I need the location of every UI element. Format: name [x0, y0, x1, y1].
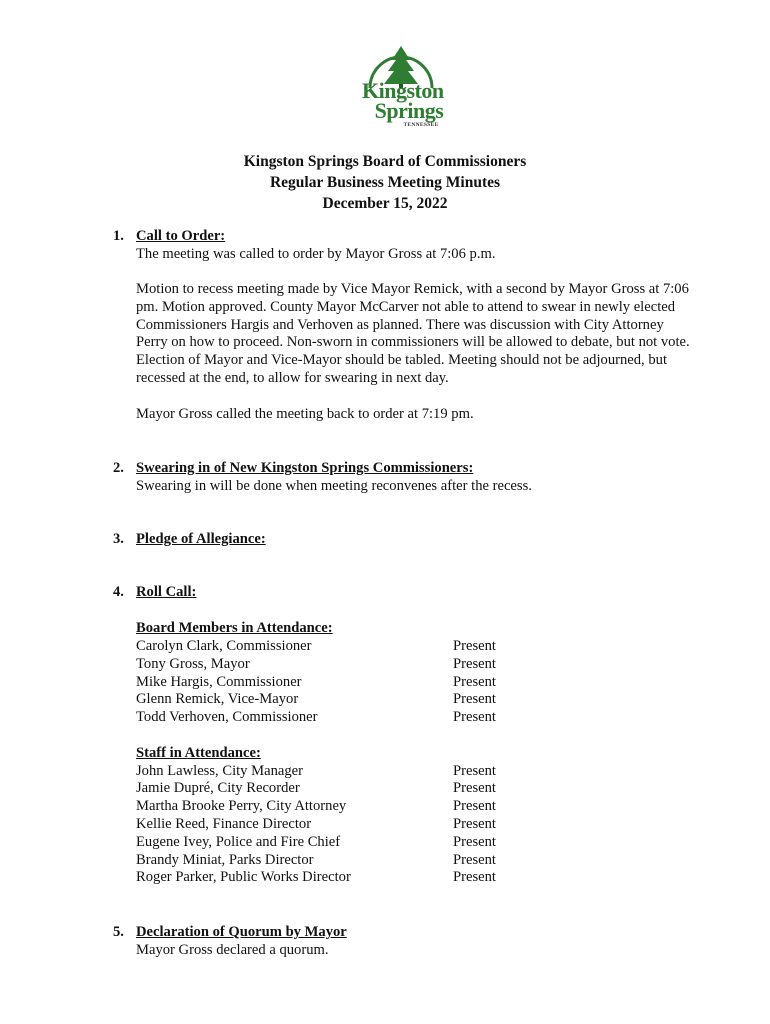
swearing-in-text: Swearing in will be done when meeting reconvenes after the recess. [136, 478, 532, 494]
attendee-name: Tony Gross, Mayor [136, 656, 250, 672]
paragraph-line: recessed at the end, to allow for swearing in next day. [136, 369, 449, 386]
attendance-row [136, 816, 516, 834]
paragraph-line: Commissioners Hargis and Verhoven as planned. There was discussion with City Attorney [136, 316, 664, 333]
section-1-heading [113, 228, 225, 246]
section-number: 4. [113, 584, 124, 600]
attendee-status: Present [453, 656, 496, 672]
attendance-row [136, 638, 516, 656]
attendee-name: Martha Brooke Perry, City Attorney [136, 798, 347, 814]
attendance-row [136, 709, 516, 727]
call-to-order-text: The meeting was called to order by Mayor Gross at 7:06 p.m. [136, 246, 496, 262]
back-to-order-text: Mayor Gross called the meeting back to order at 7:19 pm. [136, 406, 474, 422]
section-title: Call to Order: [136, 228, 226, 244]
section-5-heading [113, 924, 347, 942]
logo-word-springs: Springs [374, 98, 444, 123]
attendee-status: Present [453, 798, 496, 814]
attendance-row [136, 763, 516, 781]
attendee-status: Present [453, 834, 496, 850]
logo-word-state: TENNESSEE [403, 122, 439, 128]
attendance-row [136, 691, 516, 709]
attendee-status: Present [453, 816, 496, 832]
attendee-name: Eugene Ivey, Police and Fire Chief [136, 834, 341, 850]
attendance-row [136, 780, 516, 798]
quorum-text: Mayor Gross declared a quorum. [136, 942, 329, 958]
attendee-name: Mike Hargis, Commissioner [136, 674, 302, 690]
section-3-heading [113, 531, 266, 549]
paragraph-line: Election of Mayor and Vice-Mayor should be tabled. Meeting should not be adjourned, but [136, 352, 667, 369]
attendee-name: Jamie Dupré, City Recorder [136, 780, 300, 796]
section-number: 5. [113, 924, 124, 940]
attendee-status: Present [453, 638, 496, 654]
section-number: 2. [113, 460, 124, 476]
document-subtitle: Regular Business Meeting Minutes [269, 174, 501, 191]
attendee-name: Roger Parker, Public Works Director [136, 869, 351, 885]
attendee-name: Brandy Miniat, Parks Director [136, 852, 314, 868]
section-title: Declaration of Quorum by Mayor [136, 924, 347, 940]
attendee-status: Present [453, 674, 496, 690]
section-title: Pledge of Allegiance: [136, 531, 266, 547]
attendee-status: Present [453, 780, 496, 796]
attendance-row [136, 674, 516, 692]
attendee-name: John Lawless, City Manager [136, 763, 303, 779]
recess-motion-paragraph [136, 281, 726, 388]
attendee-status: Present [453, 763, 496, 779]
attendance-row [136, 852, 516, 870]
attendee-name: Todd Verhoven, Commissioner [136, 709, 318, 725]
attendance-row [136, 656, 516, 674]
attendance-row [136, 869, 516, 887]
attendee-name: Kellie Reed, Finance Director [136, 816, 312, 832]
paragraph-line: Perry on how to proceed. Non-sworn in commissioners will be allowed to debate, but not vote. [136, 334, 690, 351]
attendee-status: Present [453, 869, 496, 885]
paragraph-line: Motion to recess meeting made by Vice Mayor Remick, with a second by Mayor Gross at 7:06 [136, 281, 689, 297]
staff-heading: Staff in Attendance: [136, 745, 261, 761]
paragraph-line: pm. Motion approved. County Mayor McCarver not able to attend to swear in newly elected [136, 298, 676, 315]
section-4-heading [113, 584, 196, 602]
attendee-status: Present [453, 691, 496, 707]
logo-word-kingston: Kingston [362, 78, 444, 103]
section-2-heading [113, 460, 473, 478]
document-title: Kingston Springs Board of Commissioners [243, 153, 527, 170]
kingston-springs-logo [362, 44, 444, 132]
attendee-status: Present [453, 709, 496, 725]
section-number: 3. [113, 531, 124, 547]
section-title: Swearing in of New Kingston Springs Commissioners: [136, 460, 474, 476]
section-title: Roll Call: [136, 584, 197, 600]
attendee-status: Present [453, 852, 496, 868]
attendance-row [136, 834, 516, 852]
section-number: 1. [113, 228, 124, 244]
attendee-name: Carolyn Clark, Commissioner [136, 638, 312, 654]
document-date: December 15, 2022 [322, 195, 448, 212]
attendee-name: Glenn Remick, Vice-Mayor [136, 691, 299, 707]
board-members-heading: Board Members in Attendance: [136, 620, 333, 636]
attendance-row [136, 798, 516, 816]
